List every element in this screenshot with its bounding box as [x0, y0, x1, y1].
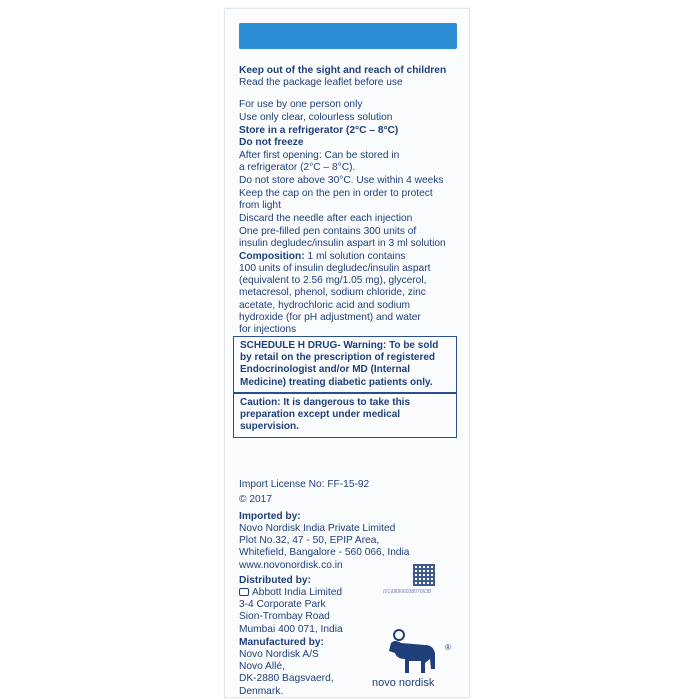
brand-name: novo nordisk	[372, 677, 435, 689]
usage-do-not-freeze: Do not freeze	[239, 137, 304, 148]
header-color-bar	[239, 23, 457, 49]
usage-cap: Keep the cap on the pen in order to protect from light	[239, 188, 433, 212]
manufactured-by-label: Manufactured by:	[239, 637, 324, 648]
abbott-logo-icon	[239, 588, 249, 596]
composition-heading	[239, 251, 465, 263]
usage-temperature: Do not store above 30°C. Use within 4 weeks	[239, 175, 444, 186]
composition-first: 1 ml solution contains	[304, 251, 406, 262]
composition-label: Composition:	[239, 251, 305, 262]
usage-needle: Discard the needle after each injection	[239, 213, 413, 224]
imported-by-label: Imported by:	[239, 511, 301, 522]
caution-box: Caution: It is dangerous to take this preparation except under medical supervision.	[233, 393, 457, 438]
manufactured-by-text: Novo Nordisk A/S Novo Allé, DK-2880 Bagsvaerd, Denmark.	[239, 649, 334, 697]
distributed-address: Abbott India Limited 3-4 Corporate Park Sion-Trombay Road Mumbai 400 071, India	[239, 587, 343, 635]
usage-after-opening: After first opening: Can be stored in a refrigerator (2°C – 8°C).	[239, 150, 400, 174]
apis-bull-logo-icon	[385, 629, 441, 675]
composition-text: 100 units of insulin degludec/insulin aspart (equivalent to 2.56 mg/1.05 mg), glycerol, metacresol, phenol, sodium chloride, zinc acetate, hydrochloric acid and sodium hydroxide (for pH adjustment) and water for injections	[239, 263, 431, 336]
distributed-by-label: Distributed by:	[239, 575, 311, 586]
usage-pen-contents: One pre-filled pen contains 300 units of insulin degludec/insulin aspart in 3 ml solution	[239, 226, 446, 250]
imported-by-text: Novo Nordisk India Private Limited Plot No.32, 47 - 50, EPIP Area, Whitefield, Bangalore - 560 066, India www.novonordisk.co.in	[239, 523, 410, 571]
usage-one-person: For use by one person only	[239, 99, 363, 110]
warning-children: Keep out of the sight and reach of children	[239, 65, 447, 76]
import-license: Import License No: FF-15-92	[239, 479, 370, 490]
usage-refrigerator: Store in a refrigerator (2°C – 8°C)	[239, 125, 399, 136]
warning-leaflet: Read the package leaflet before use	[239, 77, 403, 88]
carton-panel	[224, 8, 470, 698]
registered-mark: ®	[445, 643, 451, 652]
copyright: © 2017	[239, 494, 272, 505]
usage-clear-solution: Use only clear, colourless solution	[239, 112, 393, 123]
barcode-number: (01)0890603807063B	[383, 589, 432, 595]
datamatrix-code-icon	[413, 564, 435, 586]
schedule-h-warning-box: SCHEDULE H DRUG- Warning: To be sold by retail on the prescription of registered Endocrinologist and/or MD (Internal Medicine) treating diabetic patients only.	[233, 336, 457, 393]
